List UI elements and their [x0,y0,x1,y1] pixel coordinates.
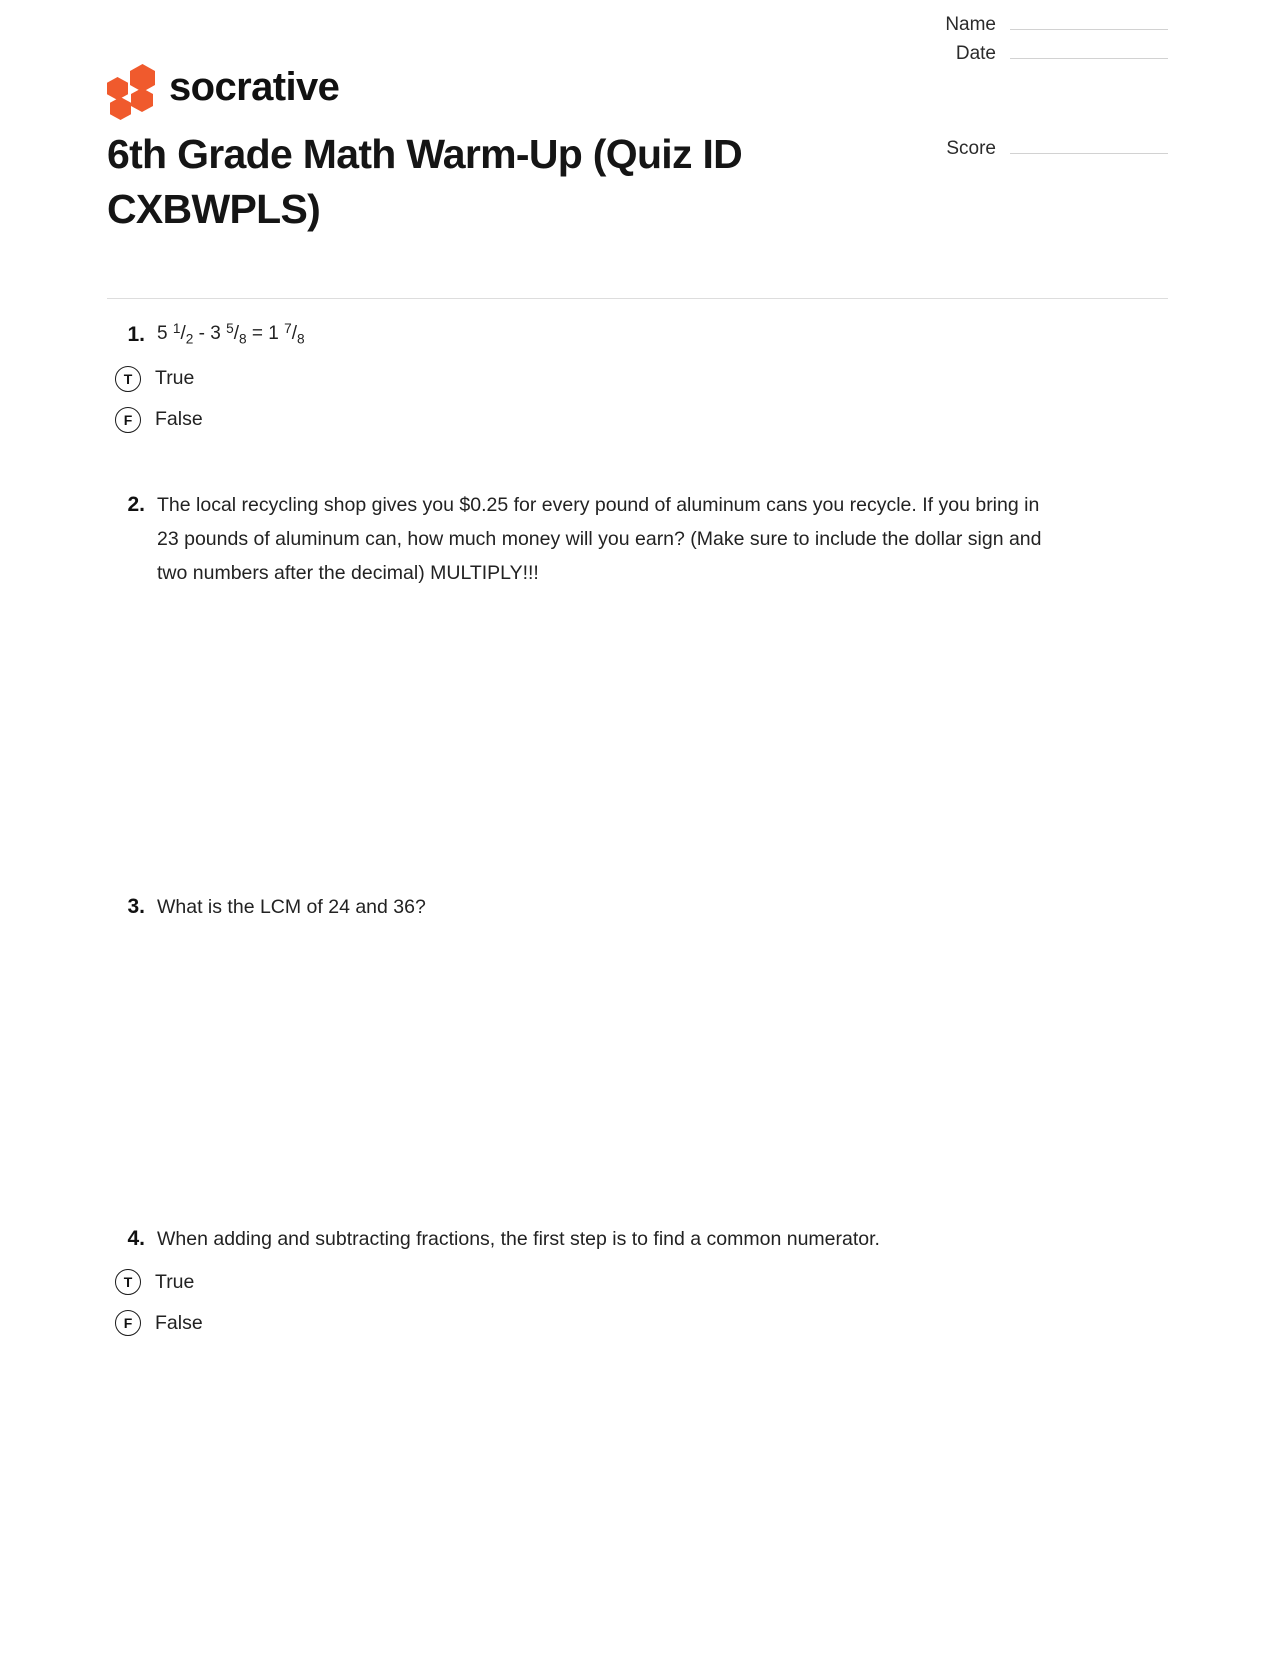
question-1-number: 1. [127,323,145,346]
question-4-choice-true[interactable] [115,1262,1107,1303]
question-1-text [157,318,1057,350]
choice-label-false: False [155,408,203,431]
score-input-line[interactable] [1010,136,1168,154]
hexagon-middle-right-icon [131,88,153,112]
question-2-header [107,488,1107,590]
choice-label-true: True [155,367,195,390]
student-info-fields [878,12,1168,70]
question-4-choice-false[interactable] [115,1303,1107,1344]
question-3-header [107,890,1107,924]
fraction-a-slash: / [180,323,186,344]
term-a-whole: 5 [157,323,168,344]
hexagon-bottom-left-icon [110,97,131,120]
question-2-number: 2. [127,493,145,517]
name-label: Name [945,14,996,35]
question-4-text: When adding and subtracting fractions, the first step is to find a common numerator. [157,1227,880,1250]
fraction-b [226,320,247,347]
date-field-row [878,41,1168,70]
hexagon-middle-left-icon [107,77,128,100]
page-header [107,0,1168,232]
fraction-b-denominator: 8 [239,331,247,347]
math-operator-minus: - [198,323,205,344]
fraction-b-slash: / [233,323,239,344]
hexagon-top-right-icon [130,64,155,92]
question-4-choices [107,1262,1107,1344]
question-1-expression [157,320,305,347]
fraction-a-denominator: 2 [185,331,194,347]
term-b-whole: 3 [210,323,221,344]
fraction-b-numerator: 5 [226,320,234,336]
question-4-header [107,1222,1107,1256]
date-input-line[interactable] [1010,41,1168,59]
header-divider [107,298,1168,299]
fraction-c-numerator: 7 [284,320,292,336]
math-operator-equals: = [251,323,263,344]
question-3-number: 3. [127,895,145,919]
question-4-number: 4. [127,1226,145,1250]
choice-bubble-t-icon[interactable]: T [115,366,141,392]
score-field [878,136,1168,165]
question-3-text: What is the LCM of 24 and 36? [157,896,426,919]
choice-bubble-f-icon[interactable]: F [115,1310,141,1336]
score-label: Score [946,138,996,159]
page-title: 6th Grade Math Warm-Up (Quiz ID CXBWPLS) [107,131,743,232]
fraction-a-numerator: 1 [172,320,181,336]
question-item-4 [107,1222,1107,1344]
question-1-header [107,318,1107,352]
question-item-1 [107,318,1107,440]
question-1-choice-false[interactable] [115,399,1107,440]
name-input-line[interactable] [1010,12,1168,30]
socrative-hexagon-logo-icon [107,63,155,113]
question-list [107,318,1107,1344]
question-1-choices [107,358,1107,440]
question-2-text: The local recycling shop gives you $0.25 for every pound of aluminum cans you recycle. If you bring in 23 pounds of aluminum can, how much money will you earn? (Make sure to include the dollar sign and two numbers after the decimal) MULTIPLY!!! [157,494,1042,585]
question-item-3 [107,890,1107,1221]
fraction-c-denominator: 8 [297,331,305,347]
score-field-row [878,136,1168,165]
date-label: Date [955,43,996,64]
term-c-whole: 1 [268,323,279,344]
choice-label-false: False [155,1311,203,1334]
question-item-2 [107,488,1107,890]
question-1-choice-true[interactable] [115,358,1107,399]
choice-bubble-f-icon[interactable]: F [115,407,141,433]
fraction-c-slash: / [291,323,298,344]
choice-bubble-t-icon[interactable]: T [115,1269,141,1295]
brand-wordmark: socrative [169,65,340,109]
fraction-a [172,320,194,347]
question-3-answer-space[interactable] [107,925,1107,1222]
fraction-c [284,320,305,347]
question-2-answer-space[interactable] [107,590,1107,890]
choice-label-true: True [155,1270,195,1293]
name-field-row [878,12,1168,41]
